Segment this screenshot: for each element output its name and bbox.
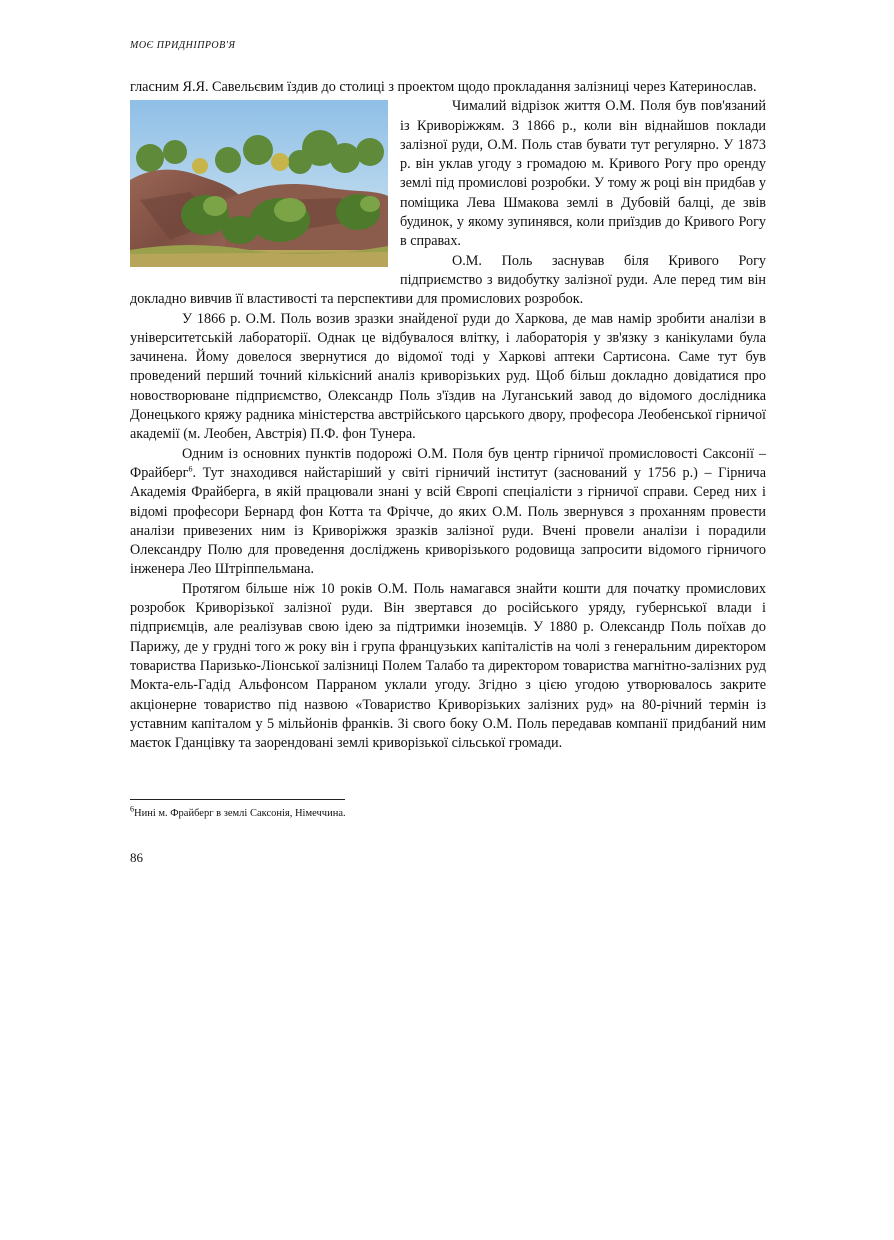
footnote-reference[interactable]: 6: [188, 464, 193, 474]
footnote-text: Нині м. Фрайберг в землі Саксонія, Німеччина.: [134, 808, 346, 819]
freiberg-text-start: Одним із основних пунктів подорожі О.М. Поля був центр гірничої промисловості Саксонії – Фрайберг: [130, 445, 766, 481]
paragraph-continued: гласним Я.Я. Савельєвим їздив до столиці з проектом щодо прокладання залізниці через Катеринослав.: [130, 79, 757, 95]
footnote: [130, 804, 346, 819]
freiberg-text-end: . Тут знаходився найстаріший у світі гірничий інститут (заснований у 1756 р.) – Гірнича Академія Фрайберга, в якій працювали знані у всій Європі спеціалісти з гірничої справи. Серед них і відомі професори Бернард фон Котта та Фрічче, до яких О.М. Поль звернувся з проханням провести аналізи привезених ним із Криворіжжя зразків залізної руди. Вчені провели аналізи і порадили Олександру Полю для проведення досліджень криворізького родовища запросити відомого гірничого інженера Лео Штріппельмана.: [130, 464, 766, 578]
paragraph-krivorizhzhia: Чималий відрізок життя О.М. Поля був пов'язаний із Криворіжжям. З 1866 р., коли він віднайшов поклади залізної руди, О.М. Поль став бувати тут регулярно. У 1873 р. він уклав угоду з громадою м. Кривого Рогу про оренду землі під промислові розробки. У тому ж році він придбав у поміщика Лева Шмакова землі в Дубовій балці, де звів будинок, у якому зупинявся, коли приїздив до Кривого Рогу в справах.: [400, 98, 766, 250]
paragraph-enterprise: О.М. Поль заснував біля Кривого Рогу підприємство з видобутку залізної руди. Але перед тим він докладно вивчив її властивості та перспективи для промислових розробок.: [130, 252, 766, 308]
paragraph-paris-agreement: Протягом більше ніж 10 років О.М. Поль намагався знайти кошти для початку промислових розробок Криворізької залізної руди. Він звертався до російського уряду, губернської влади і підприємців, але реалізував свою ідею за підтримки іноземців. У 1880 р. Олександр Поль поїхав до Парижу, де у грудні того ж року він і група французьких капіталістів на чолі з генеральним директором товариства Паризько-Ліонської залізниці Полем Талабо та директором товариства магнітно-залізних руд Мокта-ель-Гадід Альфонсом Парраном уклали угоду. Згідно з цією угодою утворювалось закрите акціонерне товариство під назвою «Товариство Криворізьких залізних руд» на 80-річний термін із уставним капіталом у 5 мільйонів франків. Зі свого боку О.М. Поль передавав компанії придбаний ним маєток Гданцівку та заорендовані землі криворізької сільської громади.: [130, 580, 766, 752]
footnote-marker: 6: [130, 804, 134, 814]
paragraph-freiberg: [130, 445, 766, 580]
footnote-divider: [130, 799, 345, 800]
page-number: 86: [130, 850, 143, 865]
paragraph-kharkiv-analysis: У 1866 р. О.М. Поль возив зразки знайденої руди до Харкова, де мав намір зробити аналізи в університетській лабораторії. Однак це відбувалося влітку, і лабораторія у зв'язку з канікулами була зачинена. Йому довелося звернутися до відомої тоді у Харкові аптеки Сартисона. Саме тут був проведений перший точний кількісний аналіз криворізьких руд. Щоб більш докладно довідатися про новостворюване підприємство, Олександр Поль з'їздив на Луганський завод до відомого дослідника Донецького кряжу радника міністерства австрійського царського двору, професора Леобенської гірничої академії (м. Леобен, Австрія) П.Ф. фон Тунера.: [130, 310, 766, 443]
rock-outcrop-landscape-photo: [130, 100, 388, 267]
running-head: МОЄ ПРИДНІПРОВ'Я: [130, 40, 236, 51]
landscape-photo: [130, 100, 388, 267]
body-text: [130, 78, 766, 753]
